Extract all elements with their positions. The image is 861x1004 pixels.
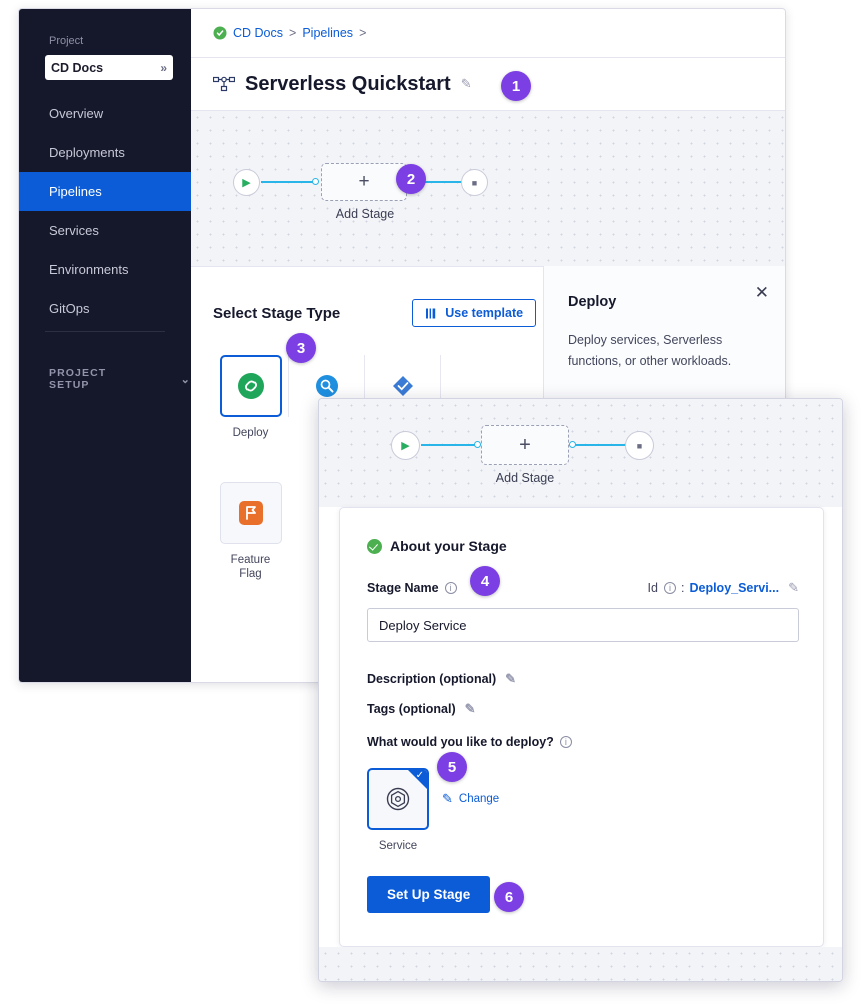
template-icon [425,307,438,320]
description-field-row[interactable] [367,671,516,687]
callout-badge-6: 6 [494,882,524,912]
sidebar-project-label: Project [49,35,84,47]
sidebar-item-overview[interactable] [19,94,191,133]
edit-pencil-icon[interactable]: ✎ [464,701,476,716]
stage-name-input[interactable] [367,608,799,642]
tags-field-row[interactable] [367,701,476,717]
feature-flag-tile[interactable] [220,482,282,544]
connector-dot [569,441,576,448]
breadcrumb-pipelines[interactable]: Pipelines [302,26,354,40]
chevron-right-icon: » [160,60,167,75]
sidebar-item-deployments[interactable] [19,133,191,172]
sidebar-item-services[interactable] [19,211,191,250]
sidebar-item-label: Deployments [49,145,125,160]
add-stage-label: Add Stage [495,471,555,485]
checkmark-icon: ✓ [415,770,424,781]
breadcrumb-separator: > [289,26,297,40]
stage-type-tiles-row-2 [213,482,288,582]
callout-badge-2: 2 [396,164,426,194]
add-stage-button[interactable] [321,163,407,201]
harness-logo-icon [213,26,227,40]
sidebar-item-label: Services [49,223,99,238]
deploy-question [367,735,572,749]
breadcrumb [191,9,786,58]
stage-name-row [367,580,799,596]
stage-id-group [648,580,799,596]
pipeline-end-node[interactable] [625,431,654,460]
sidebar [19,9,191,683]
service-tile-label: Service [378,840,418,852]
use-template-button[interactable] [412,299,536,327]
pipeline-icon [213,75,235,93]
about-your-stage-header [367,538,507,554]
front-pipeline-canvas[interactable] [319,399,843,507]
sidebar-item-environments[interactable] [19,250,191,289]
info-icon[interactable]: i [664,582,676,594]
stop-icon: ■ [636,440,643,451]
stop-icon: ■ [471,177,478,188]
about-your-stage-title: About your Stage [390,538,507,554]
tags-label: Tags (optional) [367,702,456,716]
project-selector-value: CD Docs [51,60,104,75]
sidebar-item-gitops[interactable] [19,289,191,328]
callout-badge-3: 3 [286,333,316,363]
callout-badge-4: 4 [470,566,500,596]
info-icon[interactable]: i [560,736,572,748]
info-icon[interactable]: i [445,582,457,594]
pipeline-title-bar [191,58,786,111]
about-your-stage-card [339,507,824,947]
connector-dot [474,441,481,448]
stage-name-label: Stage Name [367,581,439,595]
description-body: Deploy services, Serverless functions, or other workloads. [568,333,732,368]
page-title: Serverless Quickstart [245,72,451,95]
sidebar-item-label: Pipelines [49,184,102,199]
pipeline-start-node[interactable] [391,431,420,460]
play-icon: ▶ [242,177,251,189]
feature-flag-icon [238,500,264,526]
breadcrumb-root[interactable]: CD Docs [233,26,284,40]
connector-line [261,181,315,183]
check-circle-icon [367,539,382,554]
pipeline-start-node[interactable] [233,169,260,196]
deploy-icon [237,372,265,400]
stage-panel-header [213,299,536,327]
project-selector[interactable] [45,55,173,80]
front-canvas-bottom-strip [319,947,843,982]
stage-type-label: Deploy [232,427,269,439]
connector-dot [312,178,319,185]
sidebar-item-project-setup[interactable] [49,367,191,391]
deploy-question-label: What would you like to deploy? [367,735,554,749]
plus-icon: + [358,171,370,192]
build-icon [315,374,339,398]
edit-pencil-icon: ✎ [442,791,453,806]
edit-pencil-icon[interactable]: ✎ [460,76,472,91]
change-link[interactable] [442,791,499,807]
sidebar-nav [19,94,191,328]
chevron-down-icon: ⌄ [180,373,191,386]
select-stage-type-heading: Select Stage Type [213,304,341,322]
deploy-tile[interactable] [220,355,282,417]
set-up-stage-button[interactable]: Set Up Stage [367,876,490,913]
plus-icon: + [519,433,531,456]
description-title: Deploy [568,294,617,310]
stage-id-separator: : [680,581,685,595]
stage-id-value: Deploy_Servi... [689,581,780,595]
stage-id-label: Id [647,581,658,595]
connector-line [421,444,477,446]
close-icon[interactable]: ✕ [754,283,769,302]
service-type-tile[interactable] [367,768,429,830]
approval-icon [391,374,415,398]
add-stage-label: Add Stage [335,207,395,221]
sidebar-item-pipelines[interactable] [19,172,191,211]
stage-type-label: Feature Flag [230,554,271,581]
sidebar-item-label: Environments [49,262,129,277]
sidebar-item-label: Overview [49,106,104,121]
description-label: Description (optional) [367,672,497,686]
add-stage-button[interactable] [481,425,569,465]
play-icon: ▶ [401,440,410,452]
stage-setup-window [318,398,843,982]
connector-line [573,444,627,446]
edit-pencil-icon[interactable]: ✎ [788,580,799,595]
callout-badge-1: 1 [501,71,531,101]
sidebar-item-label: GitOps [49,301,90,316]
callout-badge-5: 5 [437,752,467,782]
pipeline-end-node[interactable] [461,169,488,196]
sidebar-divider [45,331,165,332]
sidebar-item-label: PROJECT SETUP [49,367,107,391]
edit-pencil-icon[interactable]: ✎ [505,671,517,686]
pipeline-canvas[interactable] [191,111,786,266]
change-label: Change [458,793,500,805]
breadcrumb-separator: > [359,26,367,40]
stage-type-option-deploy[interactable] [213,355,288,440]
stage-type-option-feature-flag[interactable] [213,482,288,582]
use-template-label: Use template [445,306,524,320]
